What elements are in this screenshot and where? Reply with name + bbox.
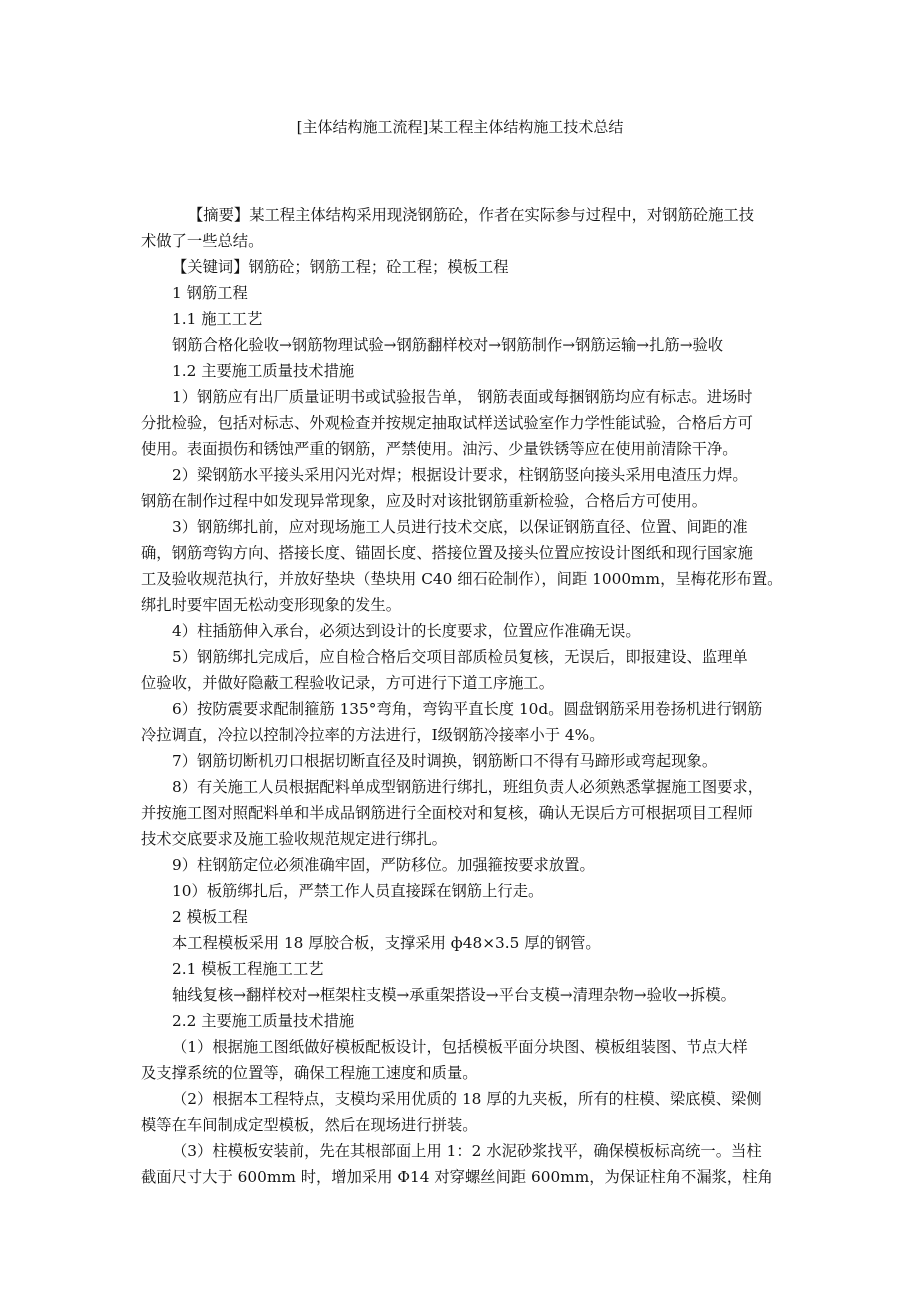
paragraph-line-indented: 3）钢筋绑扎前，应对现场施工人员进行技术交底，以保证钢筋直径、位置、间距的准 [172,518,748,536]
paragraph-line: 并按施工图对照配料单和半成品钢筋进行全面校对和复核，确认无误后方可根据项目工程师 [141,804,753,822]
paragraph-line: 术做了一些总结。 [141,232,264,250]
paragraph-line-indented: 本工程模板采用 18 厚胶合板，支撑采用 ф48×3.5 厚的钢管。 [172,934,601,952]
document-body [141,202,792,1190]
paragraph-line: 工及验收规范执行，并放好垫块（垫块用 C40 细石砼制作），间距 1000mm，呈梅花形布置。 [141,570,783,588]
paragraph-line-indented: 2 模板工程 [172,908,248,926]
paragraph-line-indented: 轴线复核→翻样校对→框架柱支模→承重架搭设→平台支模→清理杂物→验收→拆模。 [172,986,736,1004]
paragraph-line-indented: 【关键词】钢筋砼；钢筋工程；砼工程；模板工程 [172,258,509,276]
paragraph-line-indented: （3）柱模板安装前，先在其根部面上用 1：2 水泥砂浆找平，确保模板标高统一。当柱 [172,1142,762,1160]
paragraph-line: 位验收，并做好隐蔽工程验收记录，方可进行下道工序施工。 [141,674,555,692]
paragraph-line-indented: 5）钢筋绑扎完成后，应自检合格后交项目部质检员复核，无误后，即报建设、监理单 [172,648,748,666]
paragraph-line: 模等在车间制成定型模板，然后在现场进行拼装。 [141,1116,478,1134]
paragraph-line: 绑扎时要牢固无松动变形现象的发生。 [141,596,402,614]
paragraph-line-indented: 2）梁钢筋水平接头采用闪光对焊；根据设计要求，柱钢筋竖向接头采用电渣压力焊。 [172,466,748,484]
paragraph-line: 冷拉调直，冷拉以控制冷拉率的方法进行，Ⅰ级钢筋冷接率小于 4%。 [141,726,605,744]
paragraph-line: 使用。表面损伤和锈蚀严重的钢筋，严禁使用。油污、少量铁锈等应在使用前清除干净。 [141,440,738,458]
paragraph-line-indented: 【摘要】某工程主体结构采用现浇钢筋砼，作者在实际参与过程中，对钢筋砼施工技 [188,206,754,224]
paragraph-line: 分批检验，包括对标志、外观检查并按规定抽取试样送试验室作力学性能试验，合格后方可 [141,414,753,432]
paragraph-line-indented: 9）柱钢筋定位必须准确牢固，严防移位。加强箍按要求放置。 [172,856,595,874]
paragraph-line-indented: 1.1 施工工艺 [172,310,263,328]
paragraph-line-indented: 7）钢筋切断机刃口根据切断直径及时调换，钢筋断口不得有马蹄形或弯起现象。 [172,752,718,770]
document-title: [主体结构施工流程]某工程主体结构施工技术总结 [296,118,624,136]
paragraph-line-indented: 1 钢筋工程 [172,284,248,302]
paragraph-line-indented: 6）按防震要求配制箍筋 135°弯角，弯钩平直长度 10d。圆盘钢筋采用卷扬机进行钢筋 [172,700,763,718]
paragraph-line-indented: 1.2 主要施工质量技术措施 [172,362,355,380]
paragraph-line-indented: 2.1 模板工程施工工艺 [172,960,324,978]
paragraph-line-indented: 1）钢筋应有出厂质量证明书或试验报告单， 钢筋表面或每捆钢筋均应有标志。进场时 [172,388,753,406]
paragraph-line: 及支撑系统的位置等，确保工程施工速度和质量。 [141,1064,478,1082]
paragraph-line-indented: （1）根据施工图纸做好模板配板设计，包括模板平面分块图、模板组装图、节点大样 [172,1038,748,1056]
paragraph-line-indented: （2）根据本工程特点，支模均采用优质的 18 厚的九夹板，所有的柱模、梁底模、梁侧 [172,1090,762,1108]
paragraph-line: 技术交底要求及施工验收规范规定进行绑扎。 [141,830,447,848]
paragraph-line-indented: 10）板筋绑扎后，严禁工作人员直接踩在钢筋上行走。 [172,882,544,900]
paragraph-line: 确，钢筋弯钩方向、搭接长度、锚固长度、搭接位置及接头位置应按设计图纸和现行国家施 [141,544,753,562]
paragraph-line-indented: 8）有关施工人员根据配料单成型钢筋进行绑扎，班组负责人必须熟悉掌握施工图要求， [172,778,764,796]
paragraph-line-indented: 钢筋合格化验收→钢筋物理试验→钢筋翻样校对→钢筋制作→钢筋运输→扎筋→验收 [172,336,724,354]
paragraph-line: 截面尺寸大于 600mm 时，增加采用 Ф14 对穿螺丝间距 600mm，为保证柱角不漏浆，柱角 [141,1168,773,1186]
paragraph-line-indented: 4）柱插筋伸入承台，必须达到设计的长度要求，位置应作准确无误。 [172,622,641,640]
paragraph-line: 钢筋在制作过程中如发现异常现象，应及时对该批钢筋重新检验，合格后方可使用。 [141,492,707,510]
paragraph-line-indented: 2.2 主要施工质量技术措施 [172,1012,355,1030]
